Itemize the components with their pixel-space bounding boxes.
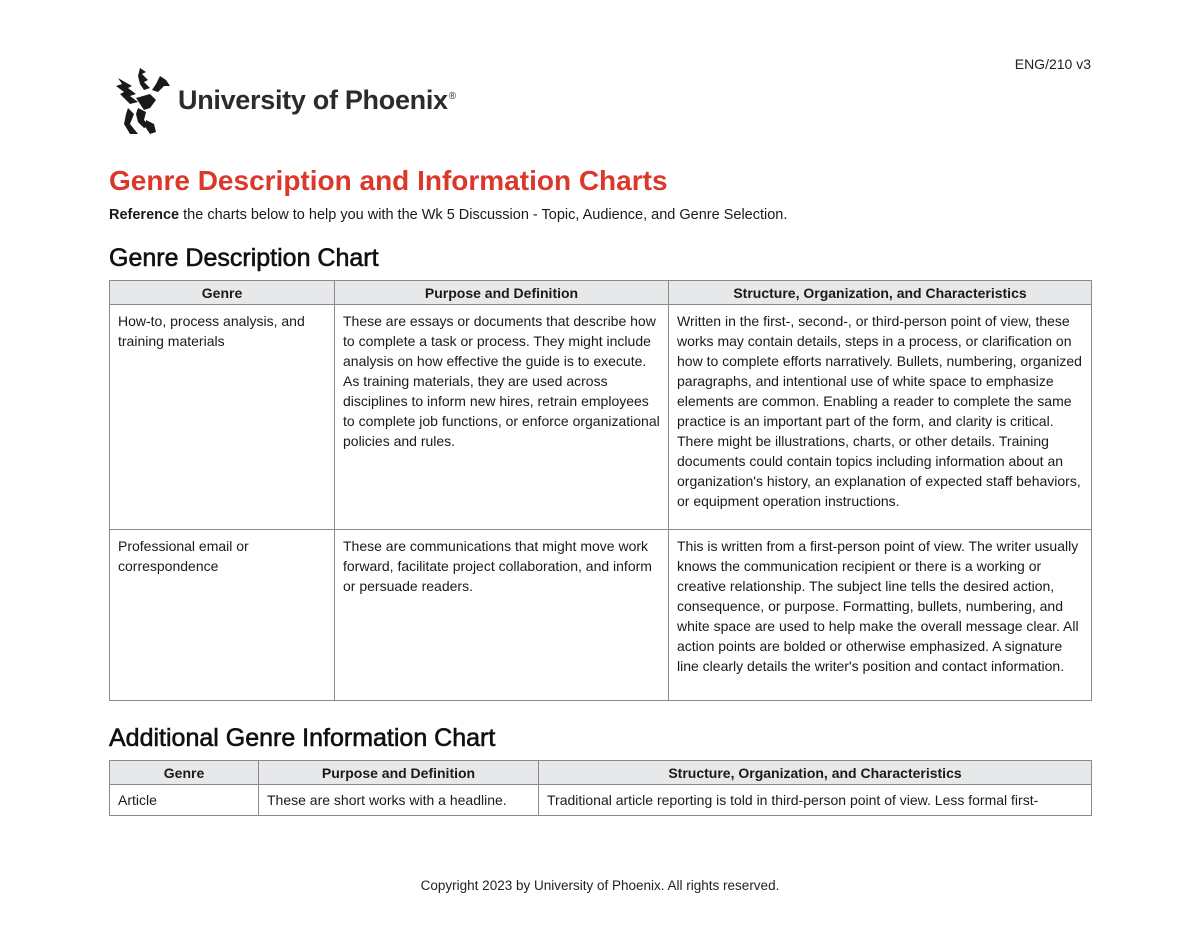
- table-header-row: [110, 761, 1092, 785]
- column-header-genre: Genre: [110, 281, 335, 305]
- intro-text: the charts below to help you with the Wk 5 Discussion - Topic, Audience, and Genre Selection.: [179, 207, 788, 223]
- cell-purpose: These are essays or documents that describe how to complete a task or process. They might include analysis on how effective the guide is to execute. As training materials, they are used across disciplines to inform new hires, retrain employees to complete job functions, or enforce organizational policies and rules.: [335, 305, 669, 530]
- table-row: [110, 530, 1092, 701]
- copyright-footer: Copyright 2023 by University of Phoenix. All rights reserved.: [420, 878, 780, 893]
- phoenix-logo-icon: [110, 64, 172, 136]
- genre-description-heading: Genre Description Chart: [109, 244, 379, 272]
- cell-genre: How-to, process analysis, and training materials: [110, 305, 335, 530]
- additional-genre-heading: Additional Genre Information Chart: [109, 724, 496, 752]
- table-row: [110, 785, 1092, 816]
- column-header-purpose: Purpose and Definition: [335, 281, 669, 305]
- university-logo: [110, 64, 456, 136]
- genre-description-table: [109, 280, 1092, 701]
- additional-genre-table: [109, 760, 1092, 816]
- cell-structure: Traditional article reporting is told in third-person point of view. Less formal first-: [539, 785, 1092, 816]
- cell-purpose: These are communications that might move work forward, facilitate project collaboration, and inform or persuade readers.: [335, 530, 669, 701]
- cell-structure: Written in the first-, second-, or third-person point of view, these works may contain details, steps in a process, or clarification on how to complete efforts narratively. Bullets, numbering, organized paragraphs, and intentional use of white space to emphasize elements are common. Enabling a reader to complete the same practice is an important part of the form, and clarity is critical. There might be illustrations, charts, or other details. Training documents could contain topics including information about an organization's history, an explanation of expected staff behaviors, or equipment operation instructions.: [669, 305, 1092, 530]
- column-header-genre: Genre: [110, 761, 259, 785]
- table-row: [110, 305, 1092, 530]
- intro-paragraph: [109, 207, 787, 223]
- document-version: ENG/210 v3: [1014, 56, 1091, 72]
- cell-genre: Professional email or correspondence: [110, 530, 335, 701]
- logo-wordmark: University of Phoenix®: [178, 84, 456, 115]
- cell-purpose: These are short works with a headline.: [259, 785, 539, 816]
- page-title: Genre Description and Information Charts: [109, 165, 668, 196]
- column-header-structure: Structure, Organization, and Characteristics: [669, 281, 1092, 305]
- intro-bold: Reference: [109, 207, 180, 223]
- column-header-structure: Structure, Organization, and Characteristics: [539, 761, 1092, 785]
- cell-structure: This is written from a first-person point of view. The writer usually knows the communication recipient or there is a working or creative relationship. The subject line tells the desired action, consequence, or purpose. Formatting, bullets, numbering, and white space are used to help make the overall message clear. All action points are bolded or otherwise emphasized. A signature line clearly details the writer's position and contact information.: [669, 530, 1092, 701]
- column-header-purpose: Purpose and Definition: [259, 761, 539, 785]
- table-header-row: [110, 281, 1092, 305]
- cell-genre: Article: [110, 785, 259, 816]
